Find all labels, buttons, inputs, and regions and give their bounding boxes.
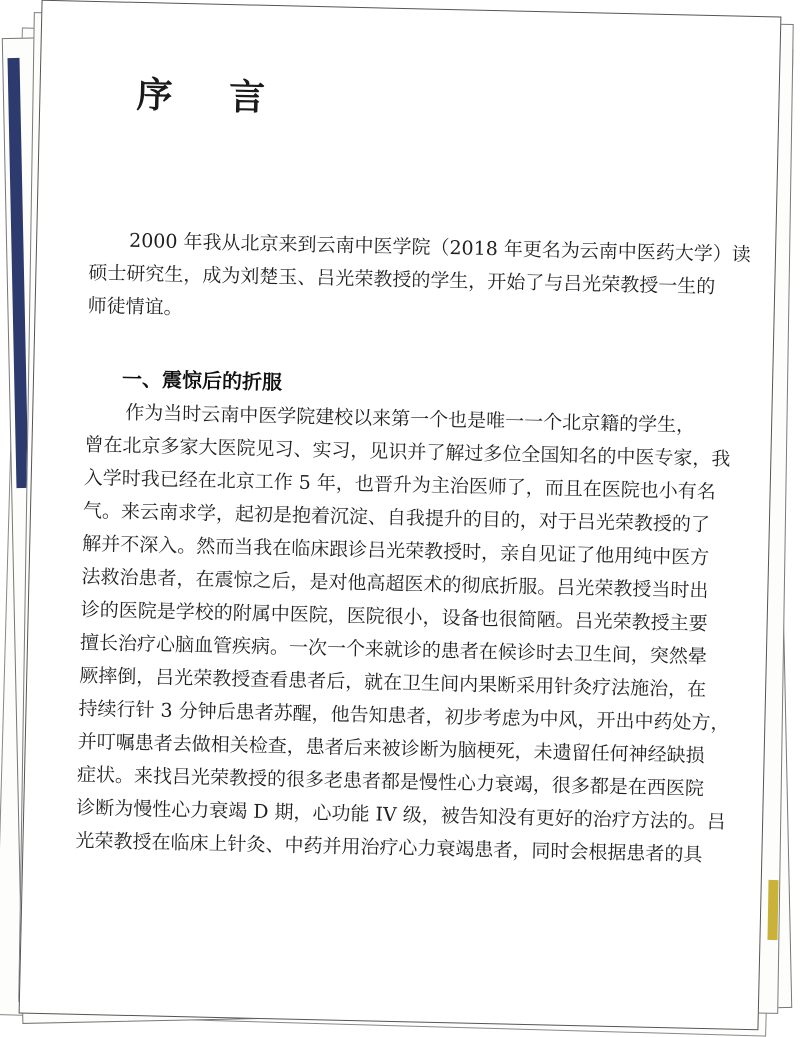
body-line: 光荣教授在临床上针灸、中药并用治疗心力衰竭患者，同时会根据患者的具 — [75, 829, 703, 866]
body-line: 作为当时云南中医学院建校以来第一个也是唯一一个北京籍的学生， — [124, 401, 696, 437]
intro-paragraph — [87, 224, 752, 337]
body-line: 曾在北京多家大医院见习、实习，见识并了解过多位全国知名的中医专家，我 — [84, 433, 731, 471]
body-line: 入学时我已经在北京工作 5 年，也晋升为主治医师了，而且在医院也小有名 — [83, 466, 717, 504]
intro-line: 硕士研究生，成为刘楚玉、吕光荣教授的学生，开始了与吕光荣教授一生的 — [88, 261, 716, 299]
body-line: 症状。来找吕光荣教授的很多老患者都是慢性心力衰竭，很多都是在西医院 — [76, 763, 705, 800]
intro-line: 2000 年我从北京来到云南中医学院（2018 年更名为云南中医药大学）读 — [128, 229, 752, 266]
body-line: 持续行针 3 分钟后患者苏醒，他告知患者，初步考虑为中风，开出中药处方， — [78, 697, 730, 735]
page-title: 序 言 — [135, 74, 288, 120]
body-line: 解并不深入。然而当我在临床跟诊吕光荣教授时，亲自见证了他用纯中医方 — [82, 532, 710, 570]
body-line: 气。来云南求学，起初是抱着沉淀、自我提升的目的，对于吕光荣教授的了 — [82, 499, 711, 537]
body-line: 厥摔倒，吕光荣教授查看患者后，就在卫生间内果断采用针灸疗法施治，在 — [79, 664, 707, 701]
body-line: 擅长治疗心脑血管疾病。一次一个来就诊的患者在候诊时去卫生间，突然晕 — [79, 631, 708, 668]
intro-line: 师徒情谊。 — [87, 294, 183, 320]
body-line: 诊的医院是学校的附属中医院，医院很小，设备也很简陋。吕光荣教授主要 — [80, 598, 708, 636]
body-paragraph — [75, 396, 731, 872]
book-cover-edge-yellow — [767, 880, 778, 940]
body-line: 诊断为慢性心力衰竭 D 期，心功能 IV 级，被告知没有更好的治疗方法的。吕 — [76, 796, 726, 834]
body-line: 并叮嘱患者去做相关检查，患者后来被诊断为脑梗死，未遗留任何神经缺损 — [77, 730, 705, 767]
document-page — [19, 0, 782, 1030]
body-line: 法救治患者，在震惊之后，是对他高超医术的彻底折服。吕光荣教授当时出 — [81, 565, 709, 603]
section-heading: 一、震惊后的折服 — [121, 366, 283, 395]
